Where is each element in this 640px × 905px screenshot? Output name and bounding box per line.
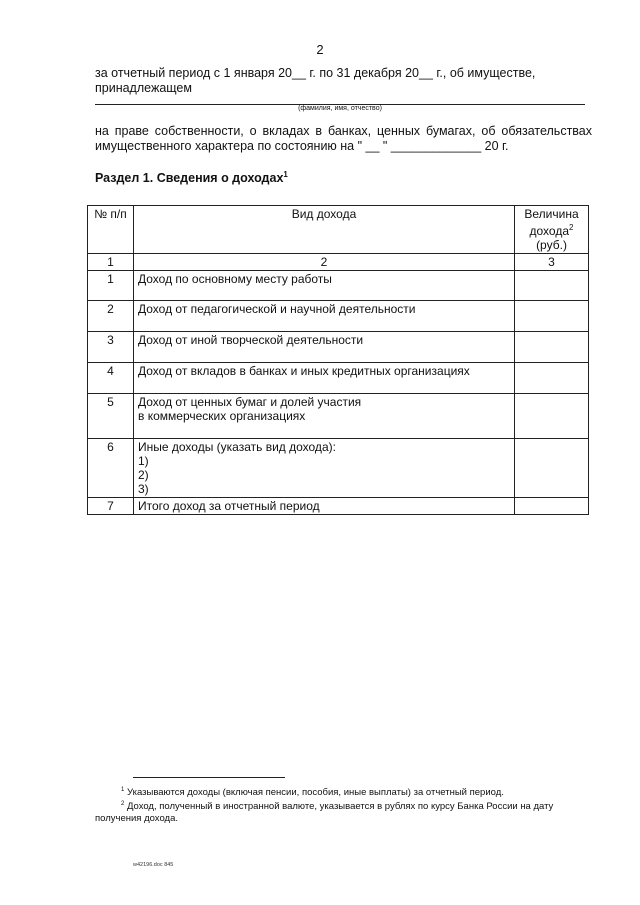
intro-line-1: за отчетный период с 1 января 20__ г. по 31 декабря 20__ г., об имуществе, bbox=[95, 66, 536, 80]
column-number-row bbox=[88, 254, 589, 271]
income-table bbox=[87, 205, 589, 515]
row-amount-cell[interactable] bbox=[515, 498, 589, 515]
row-income-type bbox=[134, 439, 515, 498]
income-type-line: в коммерческих организациях bbox=[138, 409, 306, 423]
row-amount-cell[interactable] bbox=[515, 394, 589, 439]
row-number: 6 bbox=[88, 439, 134, 498]
table-row bbox=[88, 332, 589, 363]
intro-line-3: на праве собственности, о вкладах в банках, ценных бумагах, об обязательствах имущественного характера по состоянию на " __ " _____________ 20 г. bbox=[95, 124, 592, 153]
footnote-mark: 2 bbox=[121, 801, 125, 807]
row-income-type bbox=[134, 394, 515, 439]
header-num: № п/п bbox=[88, 206, 134, 254]
table-row bbox=[88, 498, 589, 515]
section-title-footnote-mark: 1 bbox=[283, 170, 288, 179]
row-number: 3 bbox=[88, 332, 134, 363]
name-caption: (фамилия, имя, отчество) bbox=[298, 105, 382, 112]
row-income-type bbox=[134, 498, 515, 515]
income-type-line: Доход от вкладов в банках и иных кредитных организациях bbox=[138, 364, 470, 378]
table-row bbox=[88, 271, 589, 301]
income-type-line: Доход от педагогической и научной деятельности bbox=[138, 302, 416, 316]
footnote-1 bbox=[95, 784, 590, 799]
footnote-mark: 1 bbox=[121, 787, 125, 793]
income-type-line: Итого доход за отчетный период bbox=[138, 499, 320, 513]
table-row bbox=[88, 394, 589, 439]
column-number: 3 bbox=[515, 254, 589, 271]
header-amount-label: Величина дохода bbox=[524, 207, 579, 238]
footnote-text: Доход, полученный в иностранной валюте, указывается в рублях по курсу Банка России на дату получения дохода. bbox=[95, 801, 554, 825]
income-type-line: Доход от ценных бумаг и долей участия bbox=[138, 395, 362, 409]
row-amount-cell[interactable] bbox=[515, 439, 589, 498]
row-number: 1 bbox=[88, 271, 134, 301]
header-amount-unit: (руб.) bbox=[536, 238, 567, 252]
section-title-text: Раздел 1. Сведения о доходах bbox=[95, 171, 284, 186]
income-type-line: Доход по основному месту работы bbox=[138, 272, 332, 286]
row-number: 2 bbox=[88, 301, 134, 332]
row-amount-cell[interactable] bbox=[515, 301, 589, 332]
intro-line-2: принадлежащем bbox=[95, 81, 192, 95]
income-type-line: Доход от иной творческой деятельности bbox=[138, 333, 364, 347]
column-number: 1 bbox=[88, 254, 134, 271]
row-income-type bbox=[134, 363, 515, 394]
header-type: Вид дохода bbox=[134, 206, 515, 254]
footnote-separator bbox=[133, 777, 285, 778]
row-income-type bbox=[134, 332, 515, 363]
income-type-line: 2) bbox=[138, 468, 149, 482]
row-amount-cell[interactable] bbox=[515, 363, 589, 394]
row-income-type bbox=[134, 271, 515, 301]
header-amount bbox=[515, 206, 589, 254]
income-type-line: 3) bbox=[138, 482, 149, 496]
table-row bbox=[88, 439, 589, 498]
row-number: 7 bbox=[88, 498, 134, 515]
section-title bbox=[95, 170, 288, 185]
income-type-line: 1) bbox=[138, 454, 149, 468]
page-number: 2 bbox=[316, 42, 324, 57]
table-header-row bbox=[88, 206, 589, 254]
row-income-type bbox=[134, 301, 515, 332]
row-number: 4 bbox=[88, 363, 134, 394]
footnote-2 bbox=[95, 798, 590, 825]
table-body bbox=[88, 271, 589, 515]
row-amount-cell[interactable] bbox=[515, 332, 589, 363]
header-amount-footnote-mark: 2 bbox=[569, 223, 574, 232]
table-row bbox=[88, 301, 589, 332]
file-stamp: w42196.doc 845 bbox=[133, 862, 174, 868]
column-number: 2 bbox=[134, 254, 515, 271]
footnote-text: Указываются доходы (включая пенсии, пособия, иные выплаты) за отчетный период. bbox=[126, 787, 504, 799]
row-number: 5 bbox=[88, 394, 134, 439]
income-type-line: Иные доходы (указать вид дохода): bbox=[138, 440, 336, 454]
row-amount-cell[interactable] bbox=[515, 271, 589, 301]
table-row bbox=[88, 363, 589, 394]
